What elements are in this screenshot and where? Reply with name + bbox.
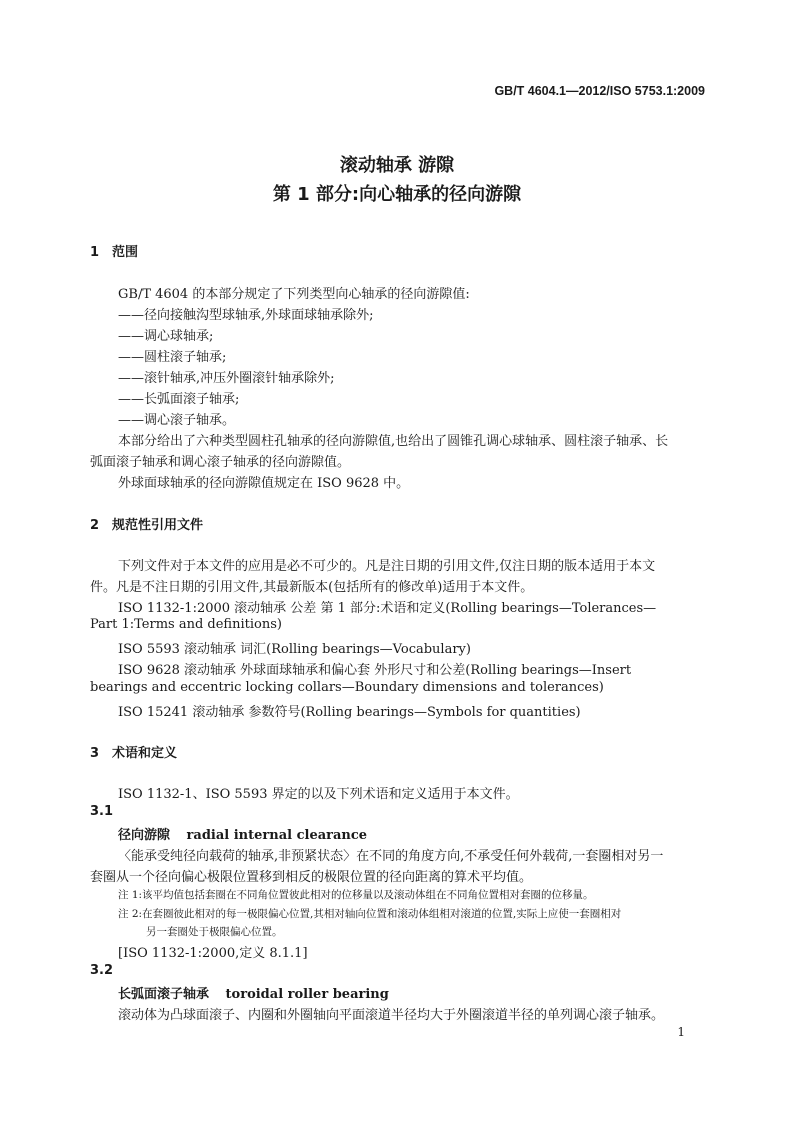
list-item: ——径向接触沟型球轴承,外球面球轴承除外; (118, 308, 374, 323)
definition-line: 套圈从一个径向偏心极限位置移到相反的极限位置的径向距离的算术平均值。 (90, 870, 533, 885)
section-number: 2 (90, 518, 100, 533)
document-title-line1: 滚动轴承 游隙 (339, 155, 455, 176)
paragraph-line: 下列文件对于本文件的应用是必不可少的。凡是注日期的引用文件,仅注日期的版本适用于本文 (118, 559, 656, 574)
definition-line: 〈能承受纯径向载荷的轴承,非预紧状态〉在不同的角度方向,不承受任何外载荷,一套圈相对另一 (118, 849, 664, 864)
section-2-heading (90, 514, 203, 533)
list-item: ——滚针轴承,冲压外圈滚针轴承除外; (118, 371, 335, 386)
page-number: 1 (677, 1025, 685, 1039)
section-number: 3 (90, 746, 100, 761)
section-title: 规范性引用文件 (112, 518, 204, 533)
section-3-heading (90, 742, 177, 761)
paragraph-line: 弧面滚子轴承和调心滚子轴承的径向游隙值。 (90, 455, 351, 470)
term-en: toroidal roller bearing (225, 987, 389, 1002)
reference-entry: ISO 5593 滚动轴承 词汇(Rolling bearings—Vocabulary) (118, 642, 471, 657)
reference-entry: ISO 1132-1:2000 滚动轴承 公差 第 1 部分:术语和定义(Rolling bearings—Tolerances— (118, 601, 657, 616)
definition-line: 滚动体为凸球面滚子、内圈和外圈轴向平面滚道半径均大于外圈滚道半径的单列调心滚子轴承。 (118, 1008, 665, 1023)
term-number: 3.1 (90, 804, 114, 819)
section-title: 范围 (112, 245, 139, 260)
section-1-intro: GB/T 4604 的本部分规定了下列类型向心轴承的径向游隙值: (118, 287, 470, 302)
list-item: ——调心滚子轴承。 (118, 413, 236, 428)
reference-entry-continued: bearings and eccentric locking collars—Boundary dimensions and tolerances) (90, 680, 604, 695)
term-en: radial internal clearance (186, 828, 368, 843)
standard-number: GB/T 4604.1—2012/ISO 5753.1:2009 (494, 84, 705, 98)
reference-entry: ISO 15241 滚动轴承 参数符号(Rolling bearings—Symbols for quantities) (118, 705, 581, 720)
note-continued: 另一套圈处于极限偏心位置。 (146, 926, 283, 938)
reference-entry-continued: Part 1:Terms and definitions) (90, 617, 282, 632)
list-item: ——调心球轴承; (118, 329, 214, 344)
paragraph-line: 件。凡是不注日期的引用文件,其最新版本(包括所有的修改单)适用于本文件。 (90, 580, 534, 595)
list-item: ——圆柱滚子轴承; (118, 350, 227, 365)
paragraph-line: ISO 1132-1、ISO 5593 界定的以及下列术语和定义适用于本文件。 (118, 787, 519, 802)
term-source: [ISO 1132-1:2000,定义 8.1.1] (118, 946, 308, 961)
term-number: 3.2 (90, 963, 114, 978)
paragraph-line: 本部分给出了六种类型圆柱孔轴承的径向游隙值,也给出了圆锥孔调心球轴承、圆柱滚子轴承、长 (118, 434, 669, 449)
section-title: 术语和定义 (112, 746, 178, 761)
section-number: 1 (90, 245, 100, 260)
list-item: ——长弧面滚子轴承; (118, 392, 240, 407)
term-zh: 径向游隙 (118, 828, 171, 843)
note: 注 1:该平均值包括套圈在不同角位置彼此相对的位移量以及滚动体组在不同角位置相对套圈的位移量。 (118, 889, 594, 901)
section-1-heading (90, 241, 138, 260)
term-zh: 长弧面滚子轴承 (118, 987, 210, 1002)
note: 注 2:在套圈彼此相对的每一极限偏心位置,其相对轴向位置和滚动体组相对滚道的位置,实际上应使一套圈相对 (118, 908, 622, 920)
document-title-line2: 第 1 部分:向心轴承的径向游隙 (272, 184, 522, 205)
term-heading (118, 983, 389, 1002)
term-heading (118, 824, 367, 843)
reference-entry: ISO 9628 滚动轴承 外球面球轴承和偏心套 外形尺寸和公差(Rolling bearings—Insert (118, 663, 632, 678)
paragraph-line: 外球面球轴承的径向游隙值规定在 ISO 9628 中。 (118, 476, 410, 491)
